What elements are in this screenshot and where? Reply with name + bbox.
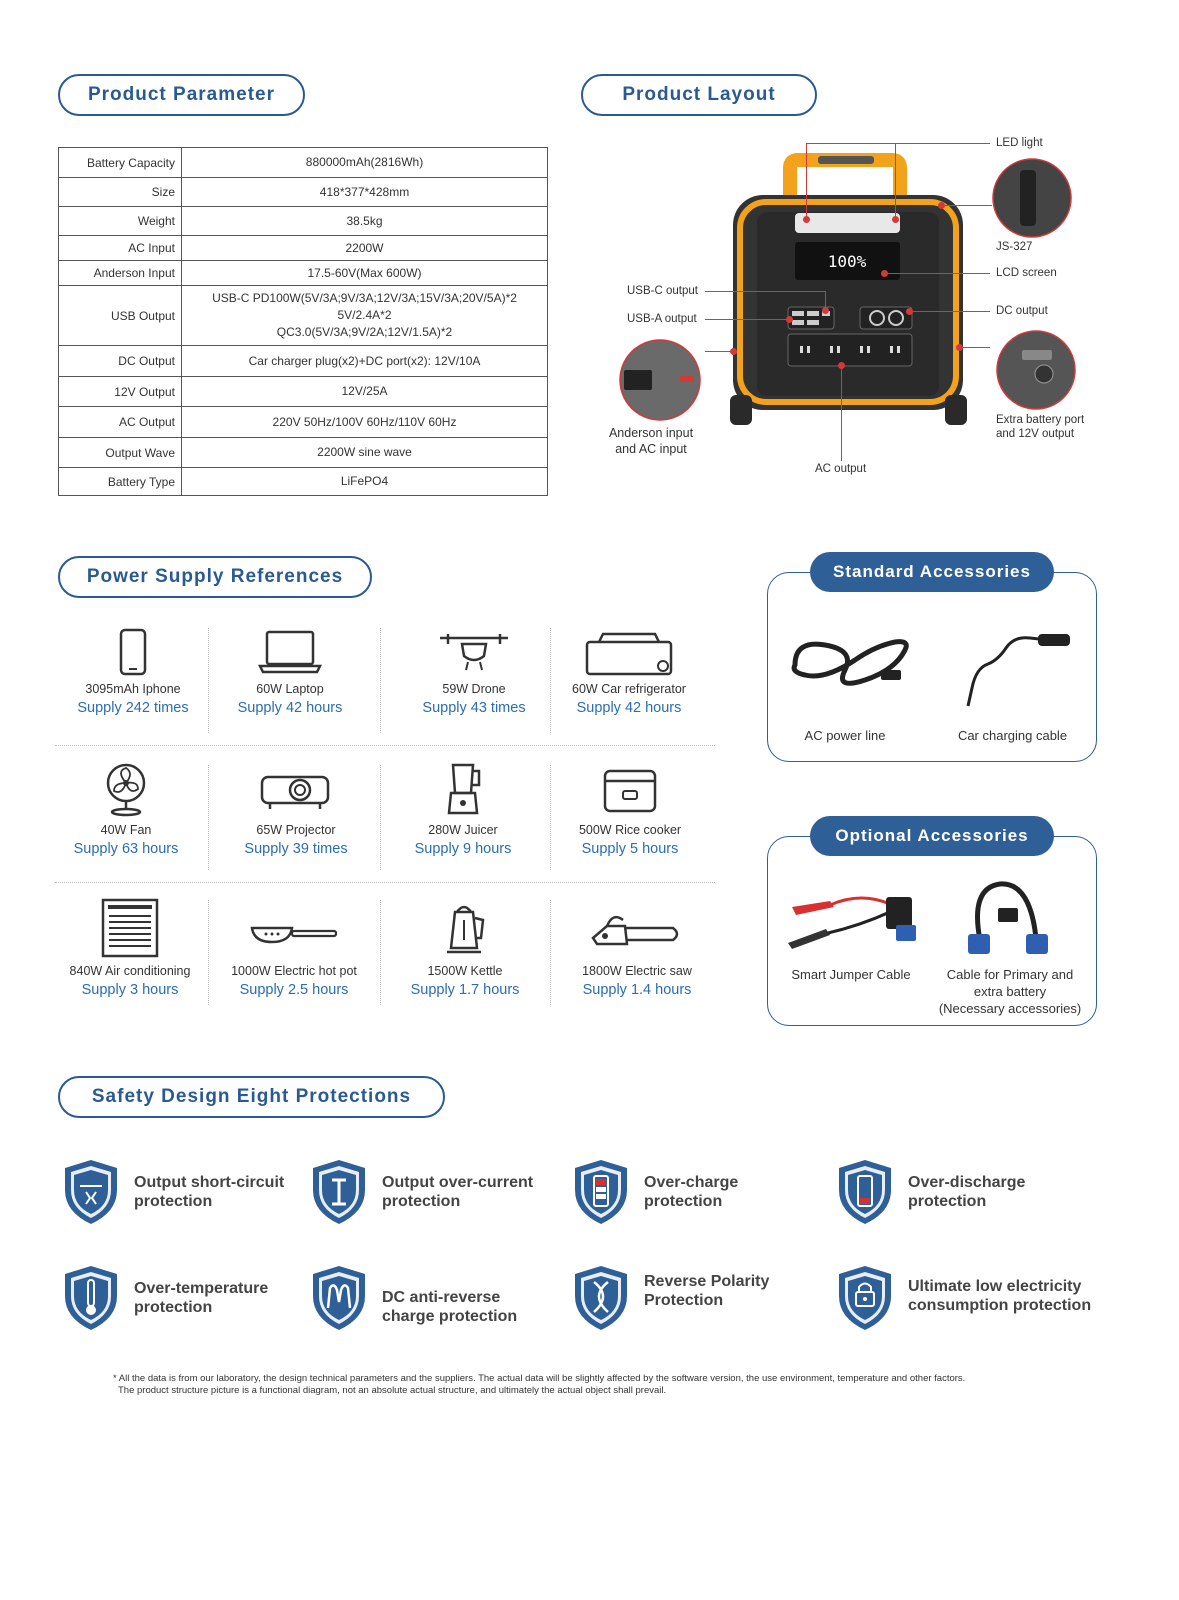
divider [55,745,715,746]
short-circuit-shield-icon [62,1158,120,1226]
table-row [59,207,548,236]
reference-item: 280W Juicer Supply 9 hours [383,763,543,857]
car-charging-cable-label: Car charging cable [957,728,1068,743]
divider [380,765,381,870]
hot-pot-icon [244,898,344,958]
callout-line [705,291,826,292]
param-key: 12V Output [59,377,182,407]
callout-dot [906,308,913,315]
table-row [59,178,548,207]
protection-item: Over-charge protection [572,1158,738,1226]
callout-dot [786,316,793,323]
param-value: USB-C PD100W(5V/3A;9V/3A;12V/3A;15V/3A;20V/5A)*2 5V/2.4A*2 QC3.0(5V/3A;9V/2A;12V/1.5A)*2 [182,286,548,346]
callout-line [806,143,807,220]
param-value: 17.5-60V(Max 600W) [182,261,548,286]
usba-output-label: USB-A output [627,313,697,325]
rice-cooker-icon [595,763,665,817]
footnote: * All the data is from our laboratory, the design technical parameters and the suppliers. The actual data will be slightly affected by the software version, the use environment, temperature and other factors. The product structure picture is a functional diagram, not an absolute actual structure, and ultimately the actual object shall prevail. [113,1373,966,1396]
reverse-polarity-shield-icon [572,1264,630,1332]
table-row [59,468,548,496]
callout-line [960,347,990,348]
callout-line [942,205,992,206]
divider [380,900,381,1005]
table-row [59,377,548,407]
param-value: 880000mAh(2816Wh) [182,148,548,178]
param-key: Anderson Input [59,261,182,286]
juicer-icon [433,763,493,817]
table-row [59,236,548,261]
smart-jumper-cable-image [782,885,922,955]
param-key: Weight [59,207,182,236]
param-value: 220V 50Hz/100V 60Hz/110V 60Hz [182,407,548,438]
thermometer-shield-icon [62,1264,120,1332]
led-light-label: LED light [996,137,1043,149]
phone-icon [103,628,163,676]
param-key: AC Input [59,236,182,261]
primary-extra-battery-cable-image [960,878,1060,958]
param-key: USB Output [59,286,182,346]
param-key: AC Output [59,407,182,438]
reference-item: 3095mAh Iphone Supply 242 times [53,628,213,716]
param-key: DC Output [59,346,182,377]
param-value: 418*377*428mm [182,178,548,207]
over-discharge-shield-icon [836,1158,894,1226]
product-layout-header: Product Layout [581,74,817,116]
ac-output-label: AC output [815,463,867,475]
protection-item: Reverse Polarity Protection [572,1264,769,1332]
callout-dot [803,216,810,223]
callout-line [910,311,990,312]
standard-accessories-header: Standard Accessories [810,552,1054,592]
reference-item: 60W Car refrigerator Supply 42 hours [549,628,709,716]
divider [380,628,381,733]
callout-line [705,319,789,320]
callout-line [705,351,733,352]
reference-item: 500W Rice cooker Supply 5 hours [550,763,710,857]
extra-battery-label: Extra battery port and 12V output [996,414,1085,440]
table-row [59,438,548,468]
reference-item: 60W Laptop Supply 42 hours [210,628,370,716]
divider [208,765,209,870]
reference-item: 59W Drone Supply 43 times [394,628,554,716]
electric-saw-icon [587,898,687,958]
callout-dot [838,362,845,369]
callout-dot [822,307,829,314]
divider [550,900,551,1005]
callout-dot [881,270,888,277]
protection-item: Output short-circuit protection [62,1158,284,1226]
table-row [59,346,548,377]
dc-output-label: DC output [996,305,1048,317]
callout-line [806,143,990,144]
reference-item: 40W Fan Supply 63 hours [46,763,206,857]
fan-icon [96,763,156,817]
car-charging-cable-image [958,628,1078,708]
protection-item: Output over-current protection [310,1158,533,1226]
callout-line [841,365,842,461]
laptop-icon [255,628,325,676]
car-refrigerator-icon [579,628,679,676]
callout-dot [730,348,737,355]
optional-accessories-header: Optional Accessories [810,816,1054,856]
param-value: Car charger plug(x2)+DC port(x2): 12V/10A [182,346,548,377]
smart-jumper-cable-label: Smart Jumper Cable [791,967,911,982]
reference-item: 65W Projector Supply 39 times [216,763,376,857]
safety-header: Safety Design Eight Protections [58,1076,445,1118]
dc-anti-reverse-shield-icon [310,1264,368,1332]
primary-extra-battery-cable-label: Cable for Primary and extra battery (Necessary accessories) [938,967,1082,1016]
over-charge-shield-icon [572,1158,630,1226]
js327-label: JS-327 [996,241,1033,253]
anderson-label: Anderson input and AC input [608,426,694,456]
power-supply-header: Power Supply References [58,556,372,598]
callout-dot [956,344,963,351]
air-conditioner-icon [95,898,165,958]
lcd-screen-label: LCD screen [996,267,1057,279]
product-parameter-header: Product Parameter [58,74,305,116]
callout-line [895,143,896,220]
protection-item: Over-discharge protection [836,1158,1025,1226]
param-key: Battery Capacity [59,148,182,178]
lcd-reading: 100% [827,252,867,271]
param-value: 2200W sine wave [182,438,548,468]
callout-dot [938,202,945,209]
drone-icon [434,628,514,676]
reference-item: 840W Air conditioning Supply 3 hours [50,898,210,998]
param-key: Battery Type [59,468,182,496]
reference-item: 1000W Electric hot pot Supply 2.5 hours [214,898,374,998]
param-value: 12V/25A [182,377,548,407]
parameter-table [58,147,548,496]
kettle-icon [435,898,495,958]
param-value: LiFePO4 [182,468,548,496]
table-row [59,261,548,286]
reference-item: 1800W Electric saw Supply 1.4 hours [557,898,717,998]
ac-power-line-image [785,630,915,700]
protection-item: Over-temperature protection [62,1264,268,1332]
table-row [59,407,548,438]
protection-item: DC anti-reverse charge protection [310,1264,517,1332]
callout-dot [892,216,899,223]
usbc-output-label: USB-C output [627,285,698,297]
projector-icon [256,763,336,817]
param-key: Output Wave [59,438,182,468]
ac-power-line-label: AC power line [804,728,886,743]
protection-item: Ultimate low electricity consumption protection [836,1264,1091,1332]
over-current-shield-icon [310,1158,368,1226]
divider [55,882,715,883]
table-row [59,286,548,346]
callout-line [884,273,990,274]
param-value: 38.5kg [182,207,548,236]
param-value: 2200W [182,236,548,261]
lock-shield-icon [836,1264,894,1332]
reference-item: 1500W Kettle Supply 1.7 hours [385,898,545,998]
param-key: Size [59,178,182,207]
table-row [59,148,548,178]
